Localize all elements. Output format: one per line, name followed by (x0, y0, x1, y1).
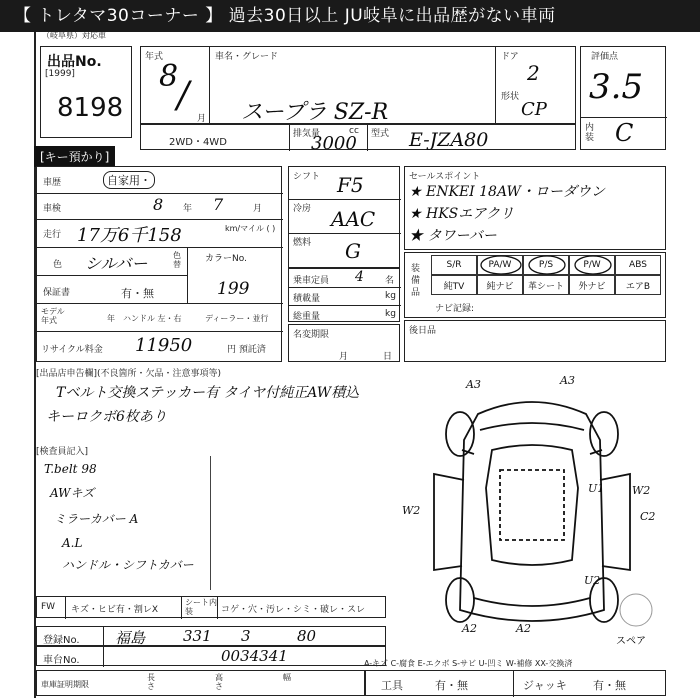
divider (181, 597, 182, 619)
registration-area: 福島 (115, 629, 146, 647)
month-unit: 月 (197, 114, 207, 124)
lot-number: 8198 (57, 93, 124, 123)
divider (65, 597, 66, 619)
handle: ハンドル 左・右 (123, 314, 182, 323)
capacity-unit: 名 (385, 276, 395, 286)
tools-row (364, 670, 666, 696)
shift-value: F5 (337, 173, 364, 197)
history-value: 自家用・ (103, 171, 155, 189)
lot-box (40, 46, 132, 138)
mileage-value: 17万6千158 (77, 225, 182, 246)
inspector-line: ハンドル・シフトカバー (62, 558, 194, 572)
equip-sr: S/R (431, 255, 477, 275)
year-slash: / (177, 75, 190, 116)
registration-label: 登録No. (43, 635, 80, 646)
interior-value: C (615, 119, 634, 147)
equip-abs: ABS (615, 255, 661, 275)
equip-ps: P/S (523, 255, 569, 275)
color-no-label: カラーNo. (205, 254, 247, 264)
recycle-unit: 円 預託済 (227, 345, 266, 355)
spare-label: スペア (616, 636, 646, 647)
notes-line-1: Tベルト交換ステッカー有 タイヤ付純正AW積込 (56, 385, 360, 401)
chassis-label: 車台No. (43, 655, 80, 666)
model-code-label: 型式 (371, 129, 390, 139)
dealer: ディーラー・並行 (205, 314, 269, 323)
interior-label: 内装 (585, 123, 595, 143)
inspector-section (36, 444, 386, 594)
equip-airbag: エアB (615, 275, 661, 295)
model-year-unit: 年 (107, 314, 115, 323)
divider (210, 456, 211, 590)
damage-mark: C2 (640, 510, 656, 523)
weight-label: 総重量 (293, 312, 321, 322)
top-info-box (140, 46, 576, 124)
shift-label: シフト (293, 172, 321, 182)
inspection-label: 車検 (43, 204, 62, 214)
equip-navi: 純ナビ (477, 275, 523, 295)
damage-legend: A-キズ C-腐食 E-エクボ S-サビ U-凹ミ W-補修 XX-交換済 (364, 659, 573, 668)
equip-paw: PA/W (477, 255, 523, 275)
sales-point-text: タワーバー (427, 228, 497, 244)
seat-label: シート内装 (185, 598, 217, 616)
lot-label: 出品No. (47, 54, 102, 70)
notes-label: [出品店申告欄](不良箇所・欠品・注意事項等) (36, 369, 222, 379)
sales-point-item: ★ タワーバー (409, 228, 497, 244)
divider (37, 275, 187, 276)
divider (289, 199, 401, 200)
inspector-line: AWキズ (50, 486, 95, 500)
cert-long: 長さ (147, 673, 155, 691)
damage-mark: U1 (588, 482, 605, 495)
shape-label: 形状 (501, 92, 520, 102)
displacement-label: 排気量 (293, 129, 321, 139)
doors-label: ドア (501, 52, 519, 62)
deadline-label: 名変期限 (293, 330, 330, 340)
header-note: （岐阜県）対応車 (42, 31, 106, 40)
registration-row (36, 626, 386, 646)
lot-year-tag: [1999] (45, 69, 75, 79)
deadline-month: 月 (339, 352, 349, 362)
inspection-month: 7 (213, 195, 224, 214)
score-label: 評価点 (591, 52, 619, 62)
divider (217, 597, 218, 619)
damage-mark: W2 (632, 484, 651, 497)
divider (513, 671, 514, 697)
color-label: 色 (53, 260, 63, 270)
damage-mark: A3 (466, 378, 481, 391)
equipment-label: 装備品 (411, 264, 421, 298)
model-label: 車名・グレード (215, 52, 279, 62)
cert-row (36, 670, 366, 696)
score-box (580, 46, 666, 150)
load-unit: kg (385, 291, 396, 301)
after-date-box (404, 320, 666, 362)
displacement-value: 3000 (311, 133, 357, 154)
sales-points-label: セールスポイント (409, 172, 481, 182)
capacity-label: 乗車定員 (293, 276, 330, 286)
equip-ext-navi: 外ナビ (569, 275, 615, 295)
divider (289, 287, 401, 288)
divider (581, 117, 667, 118)
equipment-marks (477, 253, 617, 277)
model-value: スープラ SZ-R (241, 100, 389, 125)
fuel-value: G (345, 239, 361, 263)
registration-kana: 3 (241, 627, 251, 645)
inspection-year-unit: 年 (183, 204, 193, 214)
tools-value: 有・無 (435, 679, 468, 692)
divider (37, 193, 283, 194)
recycle-label: リサイクル料金 (41, 345, 103, 355)
equip-pw: P/W (569, 255, 615, 275)
equipment-box (404, 252, 666, 318)
divider (187, 247, 188, 303)
weight-unit: kg (385, 309, 396, 319)
divider (289, 125, 290, 151)
aircon-value: AAC (331, 207, 376, 231)
sales-point-item: ★ HKSエアクリ (409, 206, 514, 222)
shape-value: CP (521, 99, 547, 120)
condition-row (36, 596, 386, 618)
mileage-unit: km/マイル ( ) (225, 224, 276, 233)
registration-number: 80 (297, 627, 317, 645)
fw-label: FW (41, 602, 56, 612)
color-change: 色替 (173, 251, 181, 269)
history-label: 車歴 (43, 178, 62, 188)
spec-row (140, 124, 576, 154)
divider (37, 247, 283, 248)
sales-points-box (404, 166, 666, 250)
notes-line-2: キーロクボ6枚あり (46, 409, 167, 425)
vehicle-info-table (36, 166, 282, 362)
divider (37, 303, 283, 304)
color-no-value: 199 (217, 279, 250, 299)
tools-label: 工具 (381, 679, 403, 692)
damage-mark: A3 (560, 374, 575, 387)
aircon-label: 冷房 (293, 204, 312, 214)
inspector-line: A.L (62, 536, 83, 550)
capacity-box (288, 268, 400, 322)
after-date-label: 後日品 (409, 326, 437, 336)
inspection-year: 8 (153, 195, 164, 214)
fuel-label: 燃料 (293, 238, 312, 248)
sales-point-item: ★ ENKEI 18AW・ローダウン (409, 184, 605, 200)
divider (289, 305, 401, 306)
warranty-value: 有・無 (121, 287, 154, 300)
equip-leather: 革シート (523, 275, 569, 295)
sales-point-text: HKSエアクリ (426, 206, 514, 222)
spare-circle (620, 594, 652, 626)
divider (209, 47, 210, 125)
divider (367, 125, 368, 151)
chassis-value: 0034341 (221, 647, 288, 665)
jack-value: 有・無 (593, 679, 626, 692)
cert-width: 幅 (283, 673, 291, 682)
load-label: 積載量 (293, 294, 321, 304)
navi-record: ナビ記録: (435, 304, 475, 314)
registration-class: 331 (183, 627, 212, 645)
drivetrain-box (288, 166, 400, 268)
damage-mark: A2 (462, 622, 477, 635)
mileage-label: 走行 (43, 230, 62, 240)
divider (37, 219, 283, 220)
displacement-unit: cc (349, 126, 359, 136)
seat-detail: コゲ・穴・汚レ・シミ・破レ・スレ (221, 605, 366, 615)
divider (103, 627, 104, 647)
drive-label: 2WD・4WD (169, 137, 227, 148)
doors-value: 2 (527, 61, 540, 85)
deadline-day: 日 (383, 352, 393, 362)
divider (289, 233, 401, 234)
capacity-value: 4 (355, 269, 364, 285)
damage-mark: U2 (584, 574, 601, 587)
model-code-value: E-JZA80 (409, 129, 489, 151)
cert-high: 高さ (215, 673, 223, 691)
cert-label: 車庫証明期限 (41, 680, 89, 689)
header-banner: 【 トレタマ30コーナー 】 過去30日以上 JU岐阜に出品歴がない車両 (0, 0, 700, 32)
chassis-row (36, 646, 386, 666)
divider (37, 331, 283, 332)
divider (103, 647, 104, 667)
inspector-line: ミラーカバー A (54, 512, 139, 526)
fw-items: キズ・ヒビ有・割レX (71, 605, 158, 615)
jack-label: ジャッキ (523, 679, 567, 692)
key-badge: [キー預かり] (34, 146, 115, 167)
recycle-value: 11950 (135, 335, 193, 356)
damage-mark: A2 (516, 622, 531, 635)
warranty-label: 保証書 (43, 288, 71, 298)
year-label: 年式 (145, 52, 164, 62)
car-diagram (400, 370, 666, 650)
equip-tv: 純TV (431, 275, 477, 295)
divider (495, 47, 496, 125)
year-value: 8 (159, 59, 179, 94)
sales-point-text: ENKEI 18AW・ローダウン (426, 184, 605, 200)
model-year-label: モデル年式 (41, 307, 65, 325)
inspection-month-unit: 月 (253, 204, 263, 214)
damage-mark: W2 (402, 504, 421, 517)
inspector-line: T.belt 98 (44, 462, 97, 476)
inspector-label: [検査員記入] (36, 447, 89, 457)
deadline-box (288, 324, 400, 362)
color-value: シルバー (85, 254, 148, 273)
score-value: 3.5 (589, 67, 644, 107)
